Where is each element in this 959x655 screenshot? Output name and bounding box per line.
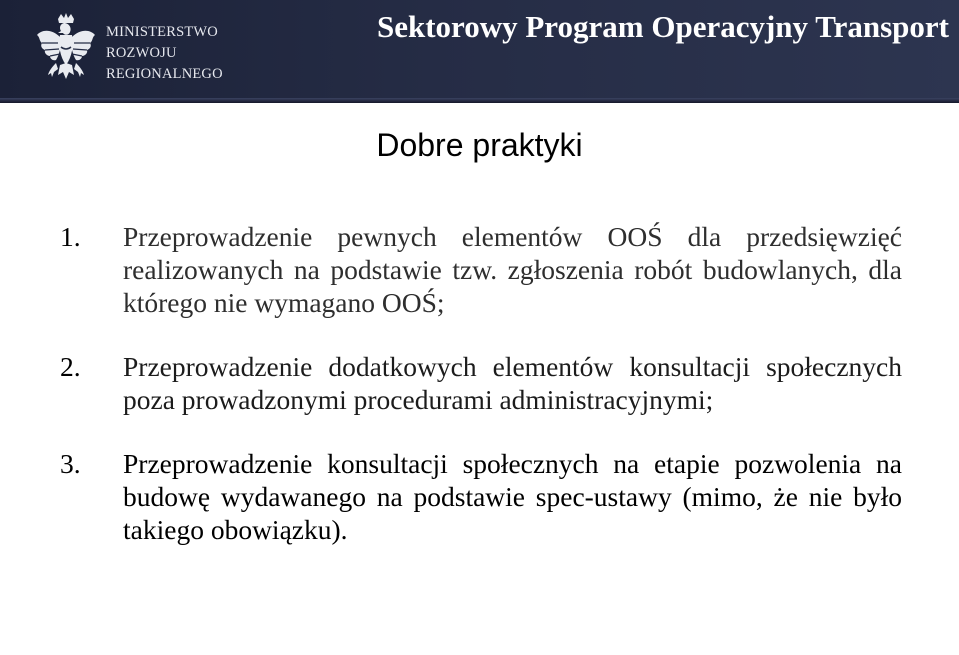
list-item-text: Przeprowadzenie konsultacji społecznych na etapie pozwolenia na budowę wydawanego na podstawie spec-ustawy (mimo, że nie było takiego obowiązku). [123, 448, 902, 545]
list-item [60, 447, 902, 546]
list-item-text: Przeprowadzenie pewnych elementów OOŚ dla przedsięwzięć realizowanych na podstawie tzw. zgłoszenia robót budowlanych, dla którego nie wymagano OOŚ; [123, 221, 902, 318]
slide-title: Dobre praktyki [376, 127, 583, 163]
header-bottom-stripe [0, 98, 959, 103]
list-item-number: 2. [60, 351, 81, 382]
list-item [60, 350, 902, 416]
list-item [60, 220, 902, 319]
list-item-number: 3. [60, 448, 81, 479]
list-item-number: 1. [60, 221, 81, 252]
header-banner [0, 0, 959, 103]
program-title: Sektorowy Program Operacyjny Transport [376, 9, 949, 44]
ministry-line-1: MINISTERSTWO [106, 24, 218, 40]
ministry-line-2: ROZWOJU [106, 45, 177, 61]
practices-list [60, 220, 902, 577]
white-eagle-emblem-icon [36, 13, 96, 89]
ministry-line-3: REGIONALNEGO [106, 66, 223, 82]
ministry-logo-text [106, 22, 223, 85]
list-item-text: Przeprowadzenie dodatkowych elementów konsultacji społecznych poza prowadzonymi procedurami administracyjnymi; [123, 351, 902, 415]
